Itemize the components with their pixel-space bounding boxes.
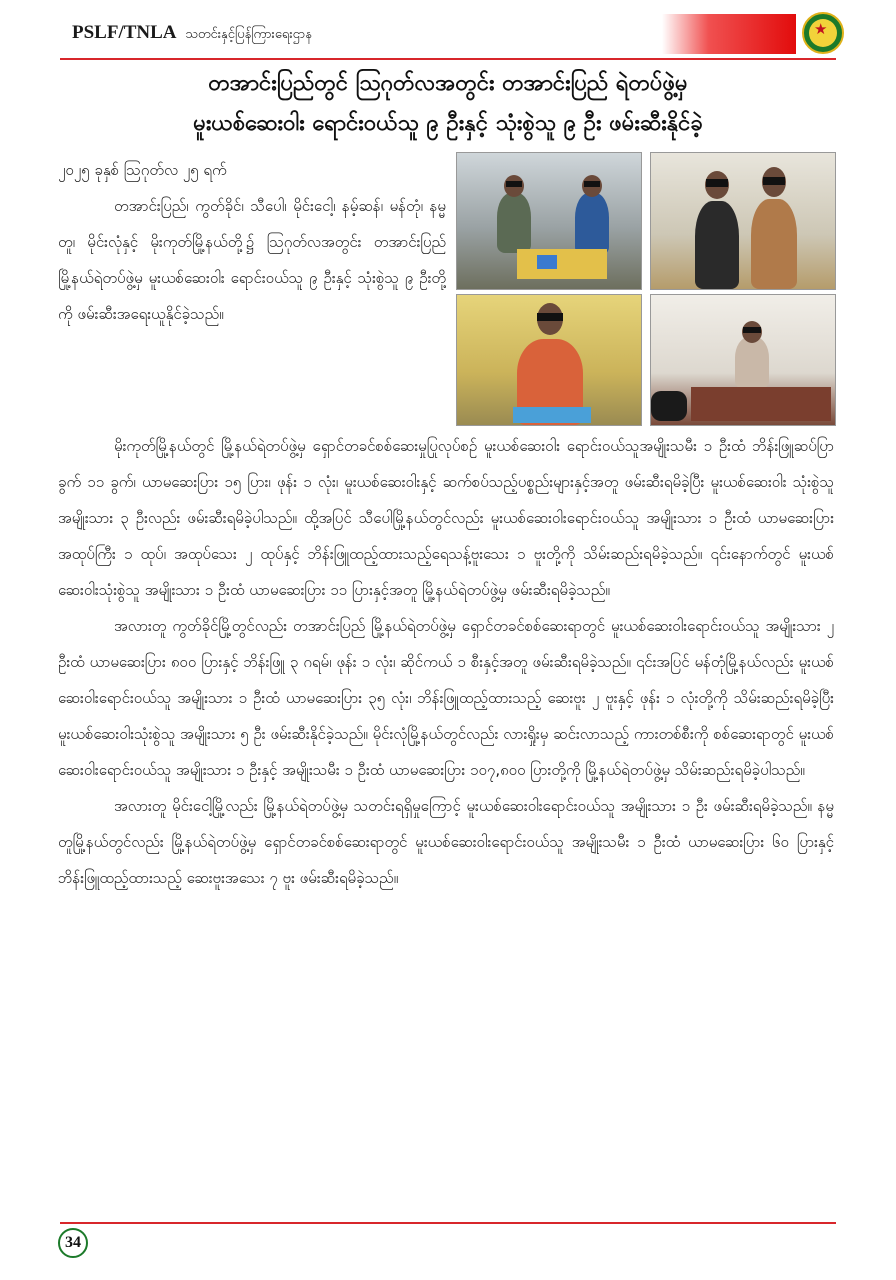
photo-person [575,193,609,255]
footer-divider [60,1222,836,1224]
logo-star-icon: ★ [814,20,828,38]
page-header [0,0,896,64]
headline-line-1: တအာင်းပြည်တွင် ဩဂုတ်လအတွင်း တအာင်းပြည် ရဲတပ်ဖွဲ့မှ [208,71,688,96]
photo-face-mask [706,179,728,187]
article-headline [40,64,856,144]
photo-seized-items [513,407,591,423]
photo-face-mask [743,327,761,333]
photo-face-mask [763,177,785,185]
photo-suspect-at-table [650,294,836,426]
header-brand: PSLF/TNLA [72,22,177,43]
photo-face-mask [584,181,600,187]
organization-logo [802,12,844,54]
photo-person [497,193,531,253]
article-body [58,428,834,896]
header-subtitle: သတင်းနှင့်ပြန်ကြားရေးဌာန [185,27,312,42]
header-text [72,22,312,45]
photo-suspect-with-evidence [456,294,642,426]
photo-motorcycle [651,391,687,421]
photo-person [751,199,797,289]
article-dateline: ၂၀၂၅ ခုနှစ် ဩဂုတ်လ ၂၅ ရက် [58,161,227,179]
photo-face-mask [506,181,522,187]
photo-seized-items [537,255,557,269]
article-paragraph-3: အလားတူ မိုင်းငေါ့မြို့လည်း မြို့နယ်ရဲတပ်ဖွဲ့မှ သတင်းရရှိမှုကြောင့် မူးယစ်ဆေးဝါးရောင်းဝယ်သူ အမျိုးသား ၁ ဦး ဖမ်းဆီးရမိခဲ့သည်။ နမ္မတူမြို့နယ်တွင်လည်း မြို့နယ်ရဲတပ်ဖွဲ့မှ ရှောင်တခင်စစ်ဆေးရာတွင် မူးယစ်ဆေးဝါးရောင်းဝယ်သူ အမျိုးသမီး ၁ ဦးထံ ယာမဆေးပြား ၆၀ ပြားနှင့် ဘိန်းဖြူထည့်ထားသည့် ဆေးဗူးအသေး ၇ ဗူး ဖမ်းဆီးရမိခဲ့သည်။ [58,797,834,887]
article-paragraph-1: မိုးကုတ်မြို့နယ်တွင် မြို့နယ်ရဲတပ်ဖွဲ့မှ ရှောင်တခင်စစ်ဆေးမှုပြုလုပ်စဉ် မူးယစ်ဆေးဝါး ရောင်းဝယ်သူအမျိုးသမီး ၁ ဦးထံ ဘိန်းဖြူဆပ်ပြာခွက် ၁၁ ခွက်၊ ယာမဆေးပြား ၁၅ ပြား၊ ဖုန်း ၁ လုံး၊ မူးယစ်ဆေးဝါးနှင့် ဆက်စပ်သည့်ပစ္စည်းများနှင့်အတူ ဖမ်းဆီးရမိခဲ့ပြီး မူးယစ်ဆေးဝါး သုံးစွဲသူ အမျိုးသား ၃ ဦးလည်း ဖမ်းဆီးရမိခဲ့ပါသည်။ ထို့အပြင် သီပေါမြို့နယ်တွင်လည်း မူးယစ်ဆေးဝါးရောင်းဝယ်သူ အမျိုးသား ၁ ဦးထံ ယာမဆေးပြားအထုပ်ကြီး ၁ ထုပ်၊ အထုပ်သေး ၂ ထုပ်နှင့် ဘိန်းဖြူထည့်ထားသည့်ရေသန့်ဗူးသေး ၁ ဗူးတို့ကို သိမ်းဆည်းရမိခဲ့သည်။ ၎င်းနောက်တွင် မူးယစ်ဆေးဝါးသုံးစွဲသူ အမျိုးသား ၁ ဦးထံ ယာမဆေးပြား ၁၁ ပြားနှင့်အတူ မြို့နယ်ရဲတပ်ဖွဲ့မှ ဖမ်းဆီးရမိခဲ့သည်။ [58,437,834,599]
page-number: 34 [58,1228,88,1258]
photo-person [735,337,769,389]
article-paragraph-2: အလားတူ ကွတ်ခိုင်မြို့တွင်လည်း တအာင်းပြည် မြို့နယ်ရဲတပ်ဖွဲ့မှ ရှောင်တခင်စစ်ဆေးရာတွင် မူးယစ်ဆေးဝါးရောင်းဝယ်သူ အမျိုးသား ၂ ဦးထံ ယာမဆေးပြား ၈၀၀ ပြားနှင့် ဘိန်းဖြူ ၃ ဂရမ်၊ ဖုန်း ၁ လုံး၊ ဆိုင်ကယ် ၁ စီးနှင့်အတူ ဖမ်းဆီးရမိခဲ့သည်။ ၎င်းအပြင် မန်တုံမြို့နယ်လည်း မူးယစ်ဆေးဝါးရောင်းဝယ်သူ အမျိုးသား ၁ ဦးထံ ယာမဆေးပြား ၃၅ လုံး၊ ဘိန်းဖြူထည့်ထားသည့် ဆေးဗူး ၂ ဗူးနှင့် ဖုန်း ၁ လုံးတို့ကို သိမ်းဆည်းရမိခဲ့ပြီး မူးယစ်ဆေးဝါးသုံးစွဲသူ အမျိုးသား ၅ ဦး ဖမ်းဆီးနိုင်ခဲ့သည်။ မိုင်းလုံမြို့နယ်တွင်လည်း လားရှိုးမှ ဆင်းလာသည့် ကားတစ်စီးကို စစ်ဆေးရာတွင် မူးယစ်ဆေးဝါးရောင်းဝယ်သူ အမျိုးသား ၁ ဦးနှင့် အမျိုးသမီး ၁ ဦးထံ ယာမဆေးပြား ၁၀၇,၈၀၀ ပြားတို့ကို မြို့နယ်ရဲတပ်ဖွဲ့မှ သိမ်းဆည်းရမိခဲ့ပါသည်။ [58,617,834,779]
photo-person [695,201,739,289]
photo-seized-packages [517,249,607,279]
photo-table [691,387,831,421]
headline-line-2: မူးယစ်ဆေးဝါး ရောင်းဝယ်သူ ၉ ဦးနှင့် သုံးစွဲသူ ၉ ဦး ဖမ်းဆီးနိုင်ခဲ့ [193,111,703,136]
header-red-band [662,14,796,54]
article-intro: တအာင်းပြည်၊ ကွတ်ခိုင်၊ သီပေါ၊ မိုင်းငေါ့၊ နမ့်ဆန်၊ မန်တုံ၊ နမ္မတူ၊ မိုင်းလုံနှင့် မိုးကုတ်မြို့နယ်တို့၌ ဩဂုတ်လအတွင်း တအာင်းပြည် မြို့နယ်ရဲတပ်ဖွဲ့မှ မူးယစ်ဆေးဝါး ရောင်းဝယ်သူ ၉ ဦးနှင့် သုံးစွဲသူ ၉ ဦးတို့ကို ဖမ်းဆီးအရေးယူနိုင်ခဲ့သည်။ [58,197,446,323]
photo-face-mask [537,313,563,321]
photo-two-suspects [650,152,836,290]
photo-suspects-with-truck [456,152,642,290]
header-divider [60,58,836,60]
